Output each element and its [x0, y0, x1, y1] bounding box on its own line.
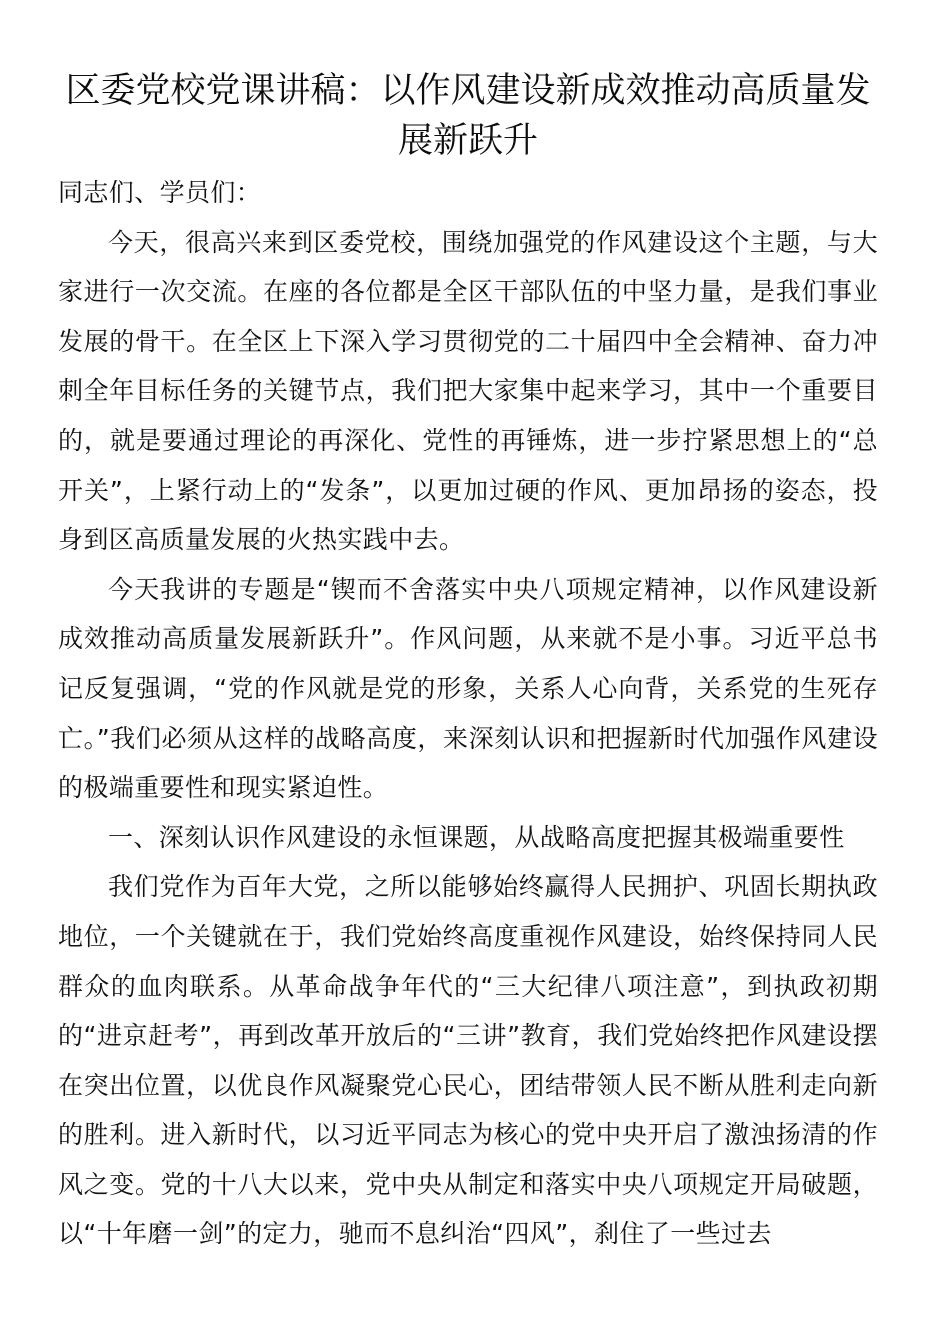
- paragraph-section-1: 我们党作为百年大党，之所以能够始终赢得人民拥护、巩固长期执政地位，一个关键就在于，我们党始终高度重视作风建设，始终保持同人民群众的血肉联系。从革命战争年代的“三大纪律八项注意”，到执政初期的“进京赶考”，再到改革开放后的“三讲”教育，我们党始终把作风建设摆在突出位置，以优良作风凝聚党心民心，团结带领人民不断从胜利走向新的胜利。进入新时代，以习近平同志为核心的党中央开启了激浊扬清的作风之变。党的十八大以来，党中央从制定和落实中央八项规定开局破题，以“十年磨一剑”的定力，驰而不息纠治“四风”，刹住了一些过去: [58, 872, 878, 1249]
- paragraph-topic: 今天我讲的专题是“锲而不舍落实中央八项规定精神，以作风建设新成效推动高质量发展新跃升”。作风问题，从来就不是小事。习近平总书记反复强调，“党的作风就是党的形象，关系人心向背，关系党的生死存亡。”我们必须从这样的战略高度，来深刻认识和把握新时代加强作风建设的极端重要性和现实紧迫性。: [58, 574, 878, 803]
- section-heading-1: 一、深刻认识作风建设的永恒课题，从战略高度把握其极端重要性: [108, 822, 845, 852]
- document-page: [58, 66, 878, 1259]
- paragraph-opening: 今天，很高兴来到区委党校，围绕加强党的作风建设这个主题，与大家进行一次交流。在座的各位都是全区干部队伍的中坚力量，是我们事业发展的骨干。在全区上下深入学习贯彻党的二十届四中全会精神、奋力冲刺全年目标任务的关键节点，我们把大家集中起来学习，其中一个重要目的，就是要通过理论的再深化、党性的再锤炼，进一步拧紧思想上的“总开关”，上紧行动上的“发条”，以更加过硬的作风、更加昂扬的姿态，投身到区高质量发展的火热实践中去。: [58, 227, 878, 555]
- salutation: 同志们、学员们：: [58, 178, 262, 207]
- document-title: 区委党校党课讲稿：以作风建设新成效推动高质量发展新跃升: [65, 71, 871, 161]
